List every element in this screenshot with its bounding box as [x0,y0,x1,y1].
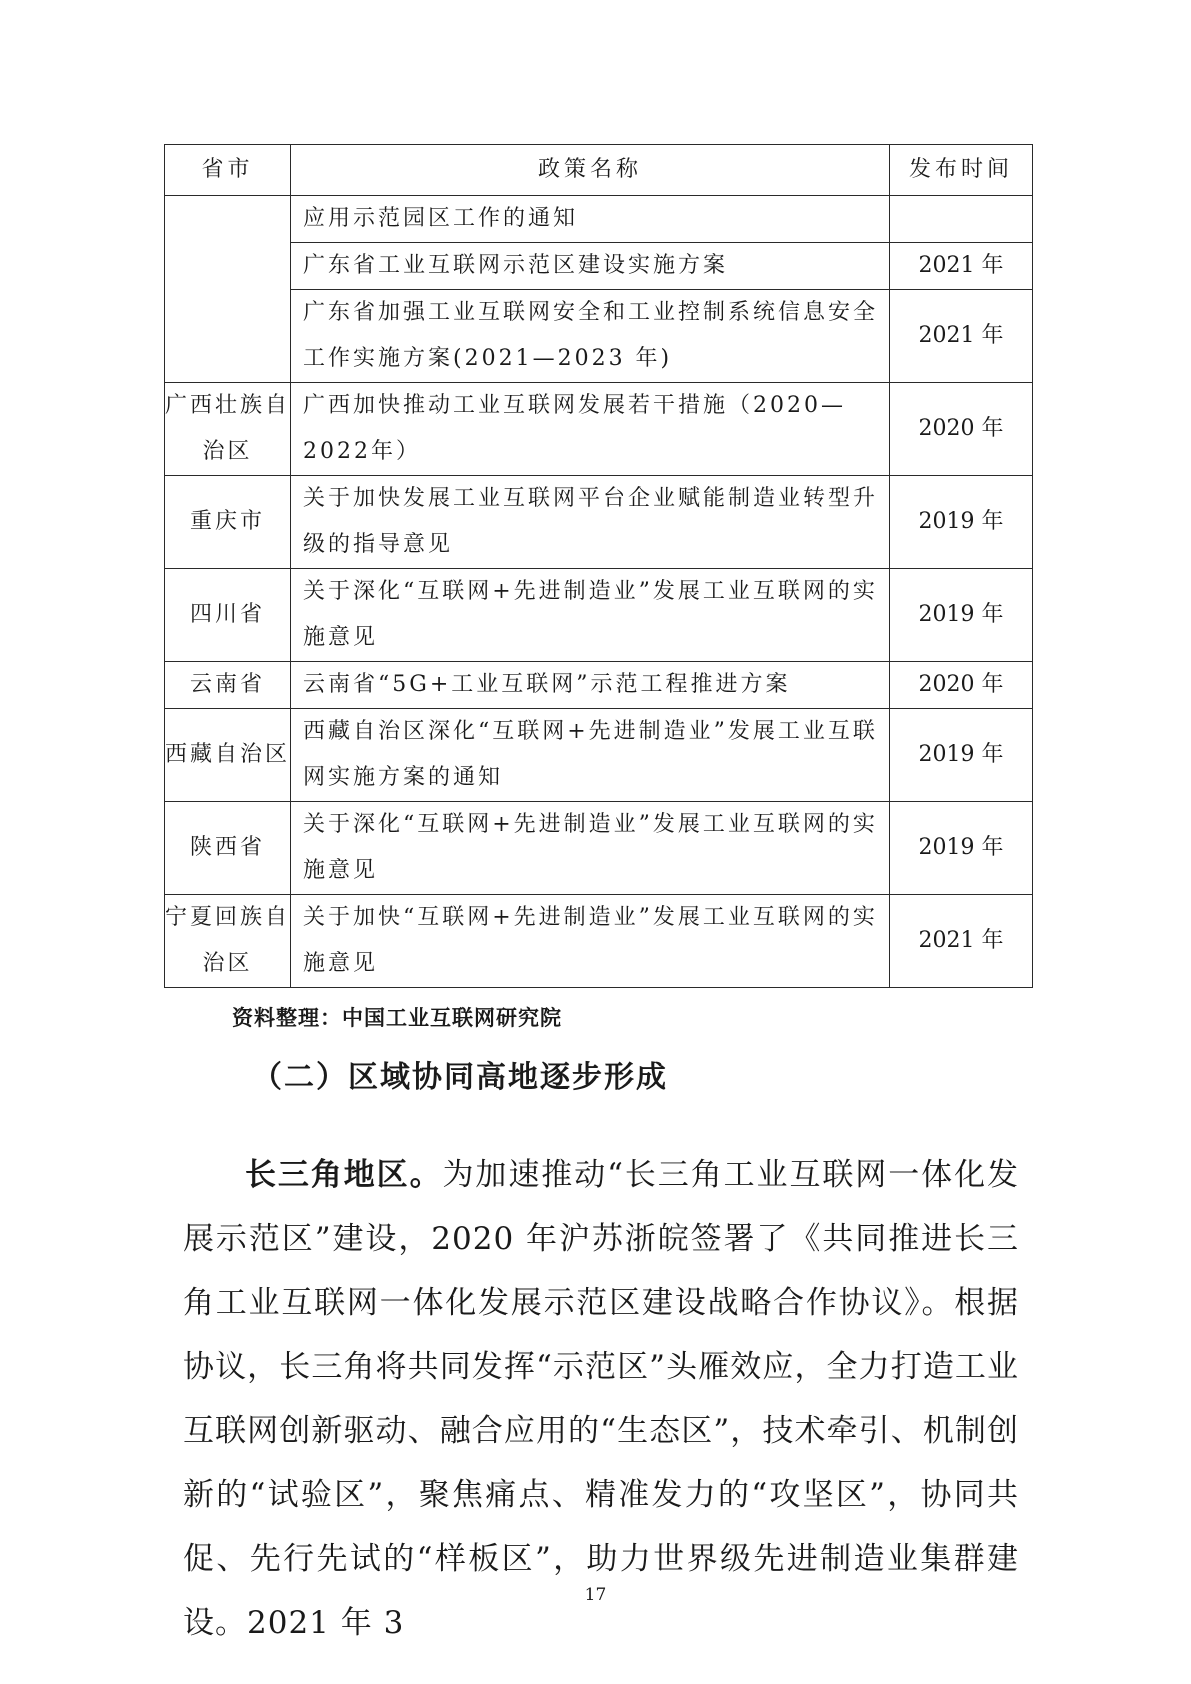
province-cell [165,196,291,383]
table-row [165,243,1033,290]
policy-name-cell: 关于加快发展工业互联网平台企业赋能制造业转型升级的指导意见 [291,476,890,569]
table-row [165,662,1033,709]
province-cell: 西藏自治区 [165,709,291,802]
release-date-cell: 2020 年 [890,662,1033,709]
release-date-cell: 2019 年 [890,709,1033,802]
table-row [165,476,1033,569]
table-row [165,895,1033,988]
province-cell: 云南省 [165,662,291,709]
policy-name-cell: 云南省“5G+工业互联网”示范工程推进方案 [291,662,890,709]
policy-name-cell: 广东省加强工业互联网安全和工业控制系统信息安全工作实施方案(2021—2023 年) [291,290,890,383]
table-header-row [165,145,1033,196]
table-row [165,290,1033,383]
policy-name-cell: 关于深化“互联网+先进制造业”发展工业互联网的实施意见 [291,802,890,895]
table-row [165,709,1033,802]
paragraph-lead: 长三角地区。 [245,1157,443,1193]
release-date-cell [890,196,1033,243]
release-date-cell: 2021 年 [890,895,1033,988]
page-number: 17 [584,1585,607,1605]
policy-name-cell: 关于加快“互联网+先进制造业”发展工业互联网的实施意见 [291,895,890,988]
province-cell: 重庆市 [165,476,291,569]
table-row [165,802,1033,895]
province-cell: 宁夏回族自治区 [165,895,291,988]
policy-name-cell: 西藏自治区深化“互联网+先进制造业”发展工业互联网实施方案的通知 [291,709,890,802]
header-province: 省市 [165,145,291,196]
policy-table [164,144,1033,988]
release-date-cell: 2021 年 [890,243,1033,290]
release-date-cell: 2019 年 [890,569,1033,662]
release-date-cell: 2020 年 [890,383,1033,476]
header-release-date: 发布时间 [890,145,1033,196]
header-policy-name: 政策名称 [291,145,890,196]
release-date-cell: 2021 年 [890,290,1033,383]
province-cell: 广西壮族自治区 [165,383,291,476]
body-paragraph [183,1143,1019,1655]
paragraph-text: 为加速推动“长三角工业互联网一体化发展示范区”建设，2020 年沪苏浙皖签署了《共同推进长三角工业互联网一体化发展示范区建设战略合作协议》。根据协议，长三角将共同发挥“示范区”头雁效应，全力打造工业互联网创新驱动、融合应用的“生态区”，技术牵引、机制创新的“试验区”，聚焦痛点、精准发力的“攻坚区”，协同共促、先行先试的“样板区”，助力世界级先进制造业集群建设。2021 年 3 [183,1157,1019,1641]
policy-name-cell: 广西加快推动工业互联网发展若干措施（2020—2022年） [291,383,890,476]
province-cell: 陕西省 [165,802,291,895]
policy-name-cell: 应用示范园区工作的通知 [291,196,890,243]
policy-name-cell: 广东省工业互联网示范区建设实施方案 [291,243,890,290]
table-row [165,569,1033,662]
release-date-cell: 2019 年 [890,802,1033,895]
province-cell: 四川省 [165,569,291,662]
policy-name-cell: 关于深化“互联网+先进制造业”发展工业互联网的实施意见 [291,569,890,662]
section-heading: （二）区域协同高地逐步形成 [252,1060,668,1095]
release-date-cell: 2019 年 [890,476,1033,569]
source-note: 资料整理：中国工业互联网研究院 [232,1006,562,1030]
table-row [165,383,1033,476]
table-row [165,196,1033,243]
